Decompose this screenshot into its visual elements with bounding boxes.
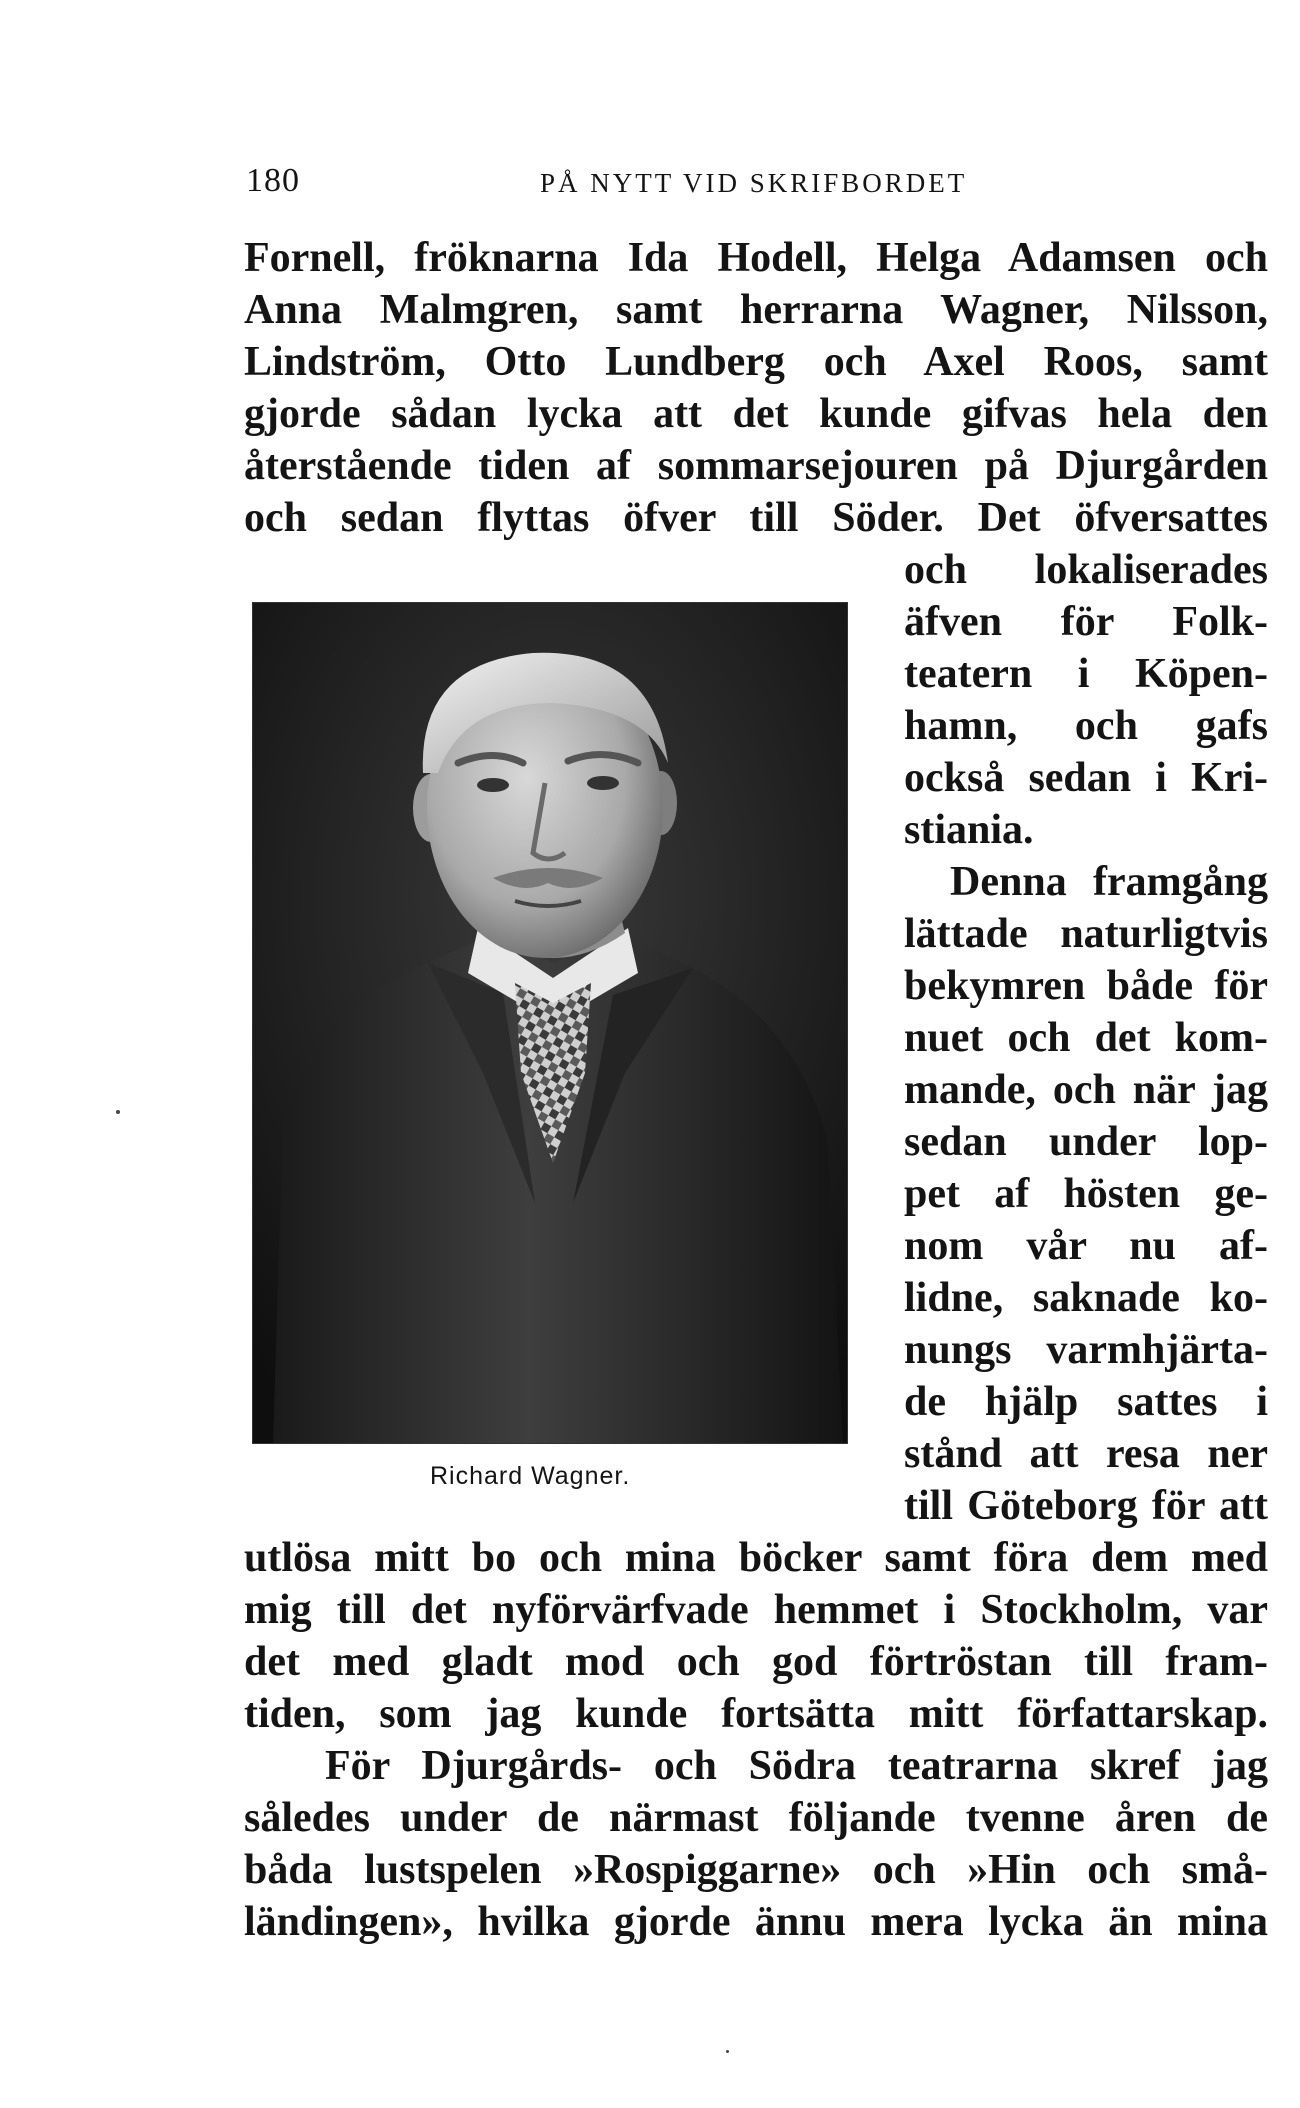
text-line: återstående tiden af sommarsejouren på Djurgården <box>244 443 1268 489</box>
text-line: således under de närmast följande tvenne åren de <box>244 1795 1268 1841</box>
text-line: båda lustspelen »Rospiggarne» och »Hin och små- <box>244 1847 1268 1893</box>
text-line: det med gladt mod och god förtröstan till fram- <box>244 1639 1268 1685</box>
portrait-photo <box>252 602 848 1444</box>
text-line: bekymren både för <box>904 963 1268 1009</box>
text-line: till Göteborg för att <box>904 1483 1268 1529</box>
scan-speck <box>116 1110 120 1114</box>
text-line: hamn, och gafs <box>904 703 1268 749</box>
text-line: pet af hösten ge- <box>904 1171 1268 1217</box>
text-line: mig till det nyförvärfvade hemmet i Stockholm, var <box>244 1587 1268 1633</box>
portrait-illustration <box>253 603 847 1443</box>
running-title: PÅ NYTT VID SKRIFBORDET <box>540 168 968 198</box>
text-line: Anna Malmgren, samt herrarna Wagner, Nilsson, <box>244 287 1268 333</box>
text-line: ländingen», hvilka gjorde ännu mera lycka än mina <box>244 1899 1268 1945</box>
text-line: och sedan flyttas öfver till Söder. Det öfversattes <box>244 495 1268 541</box>
text-line: För Djurgårds- och Södra teatrarna skref jag <box>325 1743 1268 1789</box>
text-line: gjorde sådan lycka att det kunde gifvas hela den <box>244 391 1268 437</box>
text-line: Fornell, fröknarna Ida Hodell, Helga Adamsen och <box>244 235 1268 281</box>
text-line: äfven för Folk- <box>904 599 1268 645</box>
text-line: mande, och när jag <box>904 1067 1268 1113</box>
running-head <box>246 162 1266 202</box>
text-line: också sedan i Kri- <box>904 755 1268 801</box>
text-line: nuet och det kom- <box>904 1015 1268 1061</box>
text-line: sedan under lop- <box>904 1119 1268 1165</box>
text-line: Denna framgång <box>950 859 1268 905</box>
text-line: de hjälp sattes i <box>904 1379 1268 1425</box>
text-line: utlösa mitt bo och mina böcker samt föra dem med <box>244 1535 1268 1581</box>
page-number: 180 <box>246 162 300 199</box>
text-line: stiania. <box>904 807 1034 853</box>
figure-caption: Richard Wagner. <box>430 1462 631 1490</box>
text-line: lidne, saknade ko- <box>904 1275 1268 1321</box>
text-line: tiden, som jag kunde fortsätta mitt författarskap. <box>244 1691 1268 1737</box>
text-line: teatern i Köpen- <box>904 651 1268 697</box>
text-line: Lindström, Otto Lundberg och Axel Roos, samt <box>244 339 1268 385</box>
text-line: stånd att resa ner <box>904 1431 1268 1477</box>
text-line: nom vår nu af- <box>904 1223 1268 1269</box>
text-line: nungs varmhjärta- <box>904 1327 1268 1373</box>
text-line: och lokaliserades <box>904 547 1268 593</box>
scan-speck <box>726 2050 729 2053</box>
text-line: lättade naturligtvis <box>904 911 1268 957</box>
